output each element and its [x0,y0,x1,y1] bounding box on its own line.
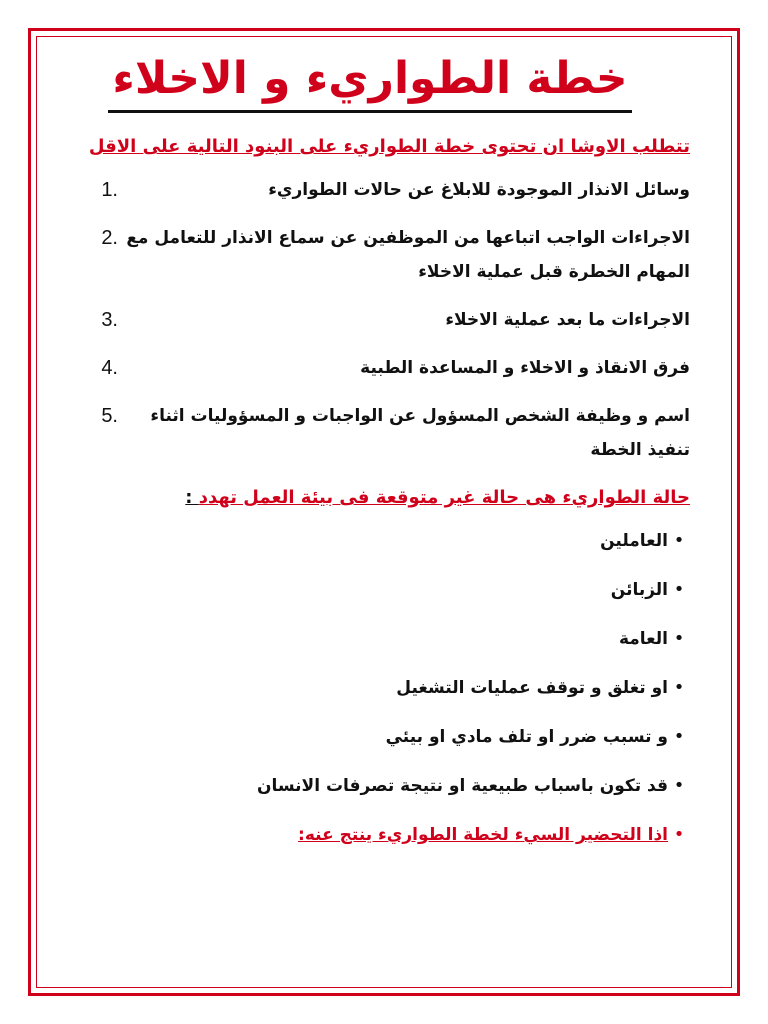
page-title: خطة الطواريء و الاخلاء [108,48,631,113]
bullet-text: او تغلق و توقف عمليات التشغيل [396,678,668,698]
list-item-text: وسائل الانذار الموجودة للابلاغ عن حالات الطواريء [268,180,690,200]
list-item-text: اسم و وظيفة الشخص المسؤول عن الواجبات و المسؤوليات اثناء تنفيذ الخطة [150,406,690,460]
bullet-item [50,770,690,819]
list-item [50,303,690,337]
list-item-number: 3. [101,309,118,331]
bullet-item [50,623,690,672]
bullet-text: قد تكون باسباب طبيعية او نتيجة تصرفات الانسان [256,776,668,796]
list-item-text: الاجراءات الواجب اتباعها من الموظفين عن سماع الانذار للتعامل مع المهام الخطرة قبل عملية الاخلاء [126,228,690,282]
definition-text: حالة الطواريء هى حالة غير متوقعة فى بيئة العمل تهدد [198,487,690,508]
bullet-item [50,525,690,574]
intro-paragraph: تتطلب الاوشا ان تحتوى خطة الطواريء على البنود التالية على الاقل [88,136,690,157]
bullet-item [50,721,690,770]
bullet-icon: • [673,628,685,649]
bullet-item [50,672,690,721]
list-item [50,399,690,467]
list-item-number: 2. [101,227,118,249]
bullet-item-highlight [50,819,690,868]
requirements-list [50,173,690,467]
list-item [50,221,690,289]
list-item-number: 1. [101,179,118,201]
bullet-icon: • [673,530,685,551]
list-item-text: فرق الانقاذ و الاخلاء و المساعدة الطبية [360,358,690,378]
definition-heading [50,481,690,515]
list-item [50,351,690,385]
bullet-text: و تسبب ضرر او تلف مادي او بيئي [385,727,668,747]
definition-suffix: : [185,487,199,508]
bullet-text: العامة [618,629,668,649]
list-item-number: 4. [101,357,118,379]
list-item-number: 5. [101,405,118,427]
bullet-icon: • [673,579,685,600]
bullet-icon: • [673,824,685,845]
bullet-text: العاملين [600,531,668,551]
document-body [50,40,690,868]
bullet-item [50,574,690,623]
threats-list [50,525,690,868]
title-block [50,48,690,113]
list-item-text: الاجراءات ما بعد عملية الاخلاء [445,310,690,330]
bullet-text: اذا التحضير السيء لخطة الطواريء ينتج عنه: [298,825,668,845]
bullet-icon: • [673,775,685,796]
bullet-icon: • [673,677,685,698]
bullet-icon: • [673,726,685,747]
bullet-text: الزبائن [610,580,668,600]
list-item [50,173,690,207]
